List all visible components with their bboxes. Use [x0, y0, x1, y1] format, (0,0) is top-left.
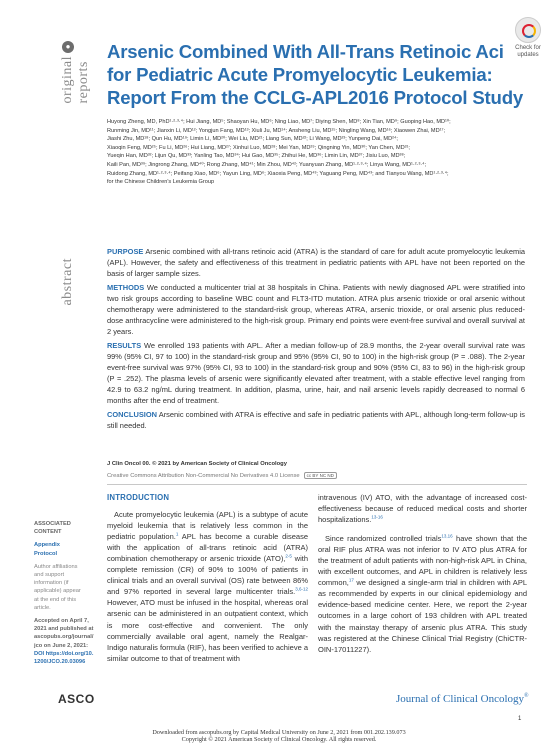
divider: [107, 484, 527, 485]
abstract-results: [107, 340, 525, 406]
intro-paragraph-3: [318, 533, 527, 655]
sidebar-accepted-line: Accepted on April 7,: [34, 618, 89, 625]
appendix-link[interactable]: Appendix: [34, 542, 60, 549]
citation-journal: J Clin Oncol 00. © 2021 by American Society of Clinical Oncology: [107, 461, 287, 467]
copyright-notice: Copyright © 2021 American Society of Clinical Oncology. All rights reserved.: [181, 736, 377, 744]
citation: [107, 461, 527, 479]
intro-text: we designed a single-arm trial in children with APL as recommended by experts in our clinical epidemiology and evidence-based medicine center. Here, we report the 2-year outcomes in a large cohort of 193 children with APL treated with the mainstay therapy of arsenic plus ATRA. This study was registered at the Chinese Clinical Trial Registry (ChiCTR-OIN-17011227).: [318, 578, 527, 654]
sidebar-affiliation-line: information (if: [34, 580, 69, 587]
intro-text: Acute promyelocytic leukemia (APL) is a subtype of acute myeloid leukemia that is relatively less common in the pediatric population.: [107, 510, 308, 542]
sidebar-affiliation-line: applicable) appear: [34, 588, 81, 595]
reference-link[interactable]: 1: [175, 531, 179, 537]
abstract-conclusion-heading: CONCLUSION: [107, 410, 157, 419]
protocol-link[interactable]: Protocol: [34, 550, 58, 557]
lock-icon: ●: [62, 41, 74, 53]
license-text[interactable]: Creative Commons Attribution Non-Commercial No Derivatives 4.0 License: [107, 473, 300, 479]
abstract: [107, 246, 525, 434]
author-line: Jiashi Zhu, MD¹⁸; Qun Hu, MD¹⁹; Limin Li, MD²⁰; Wei Liu, MD²¹; Liang Sun, MD²²; Li Wang, MD²³; Yunpeng Dai, MD²⁴;: [107, 136, 398, 143]
intro-text: However, ATO must be infused in the hospital, whereas oral arsenic can be administered in an outpatient context, which is more cost-effective and convenient. The only commercially available oral agent, namely the Realgar-Indigo naturalis formula (RIF), has been verified to achieve a similar outcome to that of treatment with: [107, 598, 308, 663]
sidebar-associated: ASSOCIATED: [34, 521, 71, 527]
crossmark-icon: [515, 17, 541, 43]
asco-logo: ASCO: [58, 692, 95, 706]
sidebar-content: CONTENT: [34, 529, 62, 536]
download-footer: [0, 729, 558, 743]
check-for-updates-button[interactable]: [511, 17, 545, 61]
page-number: 1: [518, 716, 522, 722]
abstract-purpose-text: Arsenic combined with all-trans retinoic acid (ATRA) is the standard of care for adult acute promyelocytic leukemia (APL). However, the safety and effectiveness of this treatment in pediatric patients with APL have not been reported on the basis of larger sample sizes.: [107, 247, 525, 278]
abstract-methods: [107, 282, 525, 337]
author-line: Runming Jin, MD¹¹; Jianxin Li, MD¹²; Yongjun Fang, MD¹³; Xiuli Ju, MD¹⁴; Ansheng Liu, MD¹⁵; Ningling Wang, MD¹⁶; Xiaowen Zhai, MD¹⁷;: [107, 127, 446, 134]
title-line-3: Report From the CCLG-APL2016 Protocol Study: [107, 87, 523, 108]
intro-text: with complete remission (CR) of 90% to 100% of patients in clinical trials and an overall survival (OS) rate between 86% and 97% reported in several large multicenter trials.: [107, 554, 308, 597]
introduction-heading: INTRODUCTION: [107, 493, 170, 502]
journal-name: Journal of Clinical Oncology: [396, 693, 525, 705]
sidebar-accepted-line: jco on June 2, 2021:: [34, 642, 89, 649]
sidebar-accepted-line: 2021 and published at: [34, 626, 94, 633]
sidebar-affiliation-line: at the end of this: [34, 596, 77, 603]
journal-logo: [396, 693, 529, 705]
intro-text: Since randomized controlled trials: [325, 534, 442, 544]
title-line-2: for Pediatric Acute Promyelocytic Leukemia:: [107, 64, 493, 85]
abstract-results-heading: RESULTS: [107, 341, 142, 350]
abstract-methods-heading: METHODS: [107, 283, 145, 292]
author-list: [107, 118, 527, 187]
intro-text: intravenous (IV) ATO, with the advantage of increased cost-effectiveness because of reduced medical costs and shorter hospitalizations.: [318, 493, 527, 525]
body-column-1: [107, 492, 308, 664]
intro-paragraph-2: [318, 492, 527, 525]
download-notice: Downloaded from ascopubs.org by Capital Medical University on June 2, 2021 from 001.202.139.073: [152, 729, 406, 736]
sidebar-affiliation-line: article.: [34, 604, 51, 611]
registered-mark: ®: [524, 693, 529, 699]
body-column-2: [318, 492, 527, 663]
abstract-conclusion: [107, 409, 525, 431]
sidebar-accepted-line[interactable]: ascopubs.org/journal/: [34, 634, 94, 641]
abstract-methods-text: We conducted a multicenter trial at 38 hospitals in China. Patients with newly diagnosed APL were stratified into two risk groups according to baseline WBC count and FLT3-ITD mutation. ATRA plus arsenic trioxide or oral arsenic without chemotherapy were administered to the standard-risk group, whereas ATRA, arsenic trioxide, or oral arsenic plus reduced-dose anthracycline were administered to the high-risk group. Primary end points were event-free survival and overall survival at 2 years.: [107, 283, 525, 336]
author-line: for the Chinese Children's Leukemia Group: [107, 179, 215, 186]
abstract-purpose-heading: PURPOSE: [107, 247, 144, 256]
author-line: Xiaoqin Feng, MD²⁵; Fu Li, MD²⁶; Hui Liang, MD²⁷; Xinhui Luo, MD²⁸; Mei Yan, MD²⁹; Qingning Yin, MD³⁰; Yan Chen, MD³¹;: [107, 144, 410, 151]
article-sidebar: [34, 520, 98, 666]
check-updates-line1: Check for: [515, 45, 541, 51]
abstract-purpose: [107, 246, 525, 279]
intro-paragraph-1: [107, 509, 308, 664]
title-line-1: Arsenic Combined With All-Trans Retinoic Aci: [107, 41, 504, 62]
license-line: [107, 472, 527, 479]
reference-link[interactable]: 17: [348, 577, 354, 583]
cc-license-icon: cc BY NC ND: [304, 472, 337, 479]
article-title: [107, 40, 523, 109]
abstract-conclusion-text: Arsenic combined with ATRA is effective and safe in pediatric patients with APL, although long-term follow-up is still needed.: [107, 410, 525, 430]
reference-link[interactable]: 2-5: [285, 553, 292, 559]
author-line: Ruidong Zhang, MD¹·²·³·⁴; Peifang Xiao, MD⁶; Yayun Ling, MD⁶; Xiaoxia Peng, MD⁴³; Yaguang Peng, MD⁴³; and Tianyou Wang, MD¹·²·³·⁴;: [107, 170, 449, 177]
intro-text: APL has become a curable disease with the application of all-trans retinoic acid (ATRA) combination chemotherapy or arsenic trioxide (ATO),: [107, 532, 308, 564]
doi-link[interactable]: DOI https://doi.org/10.: [34, 650, 94, 657]
author-line: Yueqin Han, MD³²; Lijun Qu, MD³³; Yanling Tao, MD³⁴; Hui Gao, MD³⁵; Zhihui He, MD³⁶; Limin Lin, MD³⁷; Jisiu Luo, MD³⁸;: [107, 153, 406, 160]
author-line: Kaili Pan, MD³⁹; Jingrong Zhang, MD⁴⁰; Rong Zhang, MD⁴¹; Min Zhou, MD⁴²; Yuanyuan Zhang, MD¹·²·³·⁴; Linya Wang, MD¹·²·³·⁴;: [107, 161, 427, 168]
doi-link[interactable]: 1200/JCO.20.03096: [34, 659, 86, 666]
section-label-abstract: abstract: [60, 258, 75, 306]
section-label-original-reports: original reports: [60, 56, 91, 104]
sidebar-affiliation-line: and support: [34, 572, 65, 579]
sidebar-affiliation-line: Author affiliations: [34, 563, 78, 570]
check-updates-line2: updates: [517, 52, 539, 58]
reference-link[interactable]: 3,6-12: [295, 586, 308, 592]
reference-link[interactable]: 13-16: [371, 514, 383, 520]
author-line: Huyong Zheng, MD, PhD¹·²·³·⁴; Hui Jiang, MD⁵; Shaoyan Hu, MD⁶; Ning Liao, MD⁷; Diying Shen, MD⁸; Xin Tian, MD⁹; Guoping Hao, MD¹⁰;: [107, 119, 451, 125]
abstract-results-text: We enrolled 193 patients with APL. After a median follow-up of 28.9 months, the 2-year overall survival rate was 99% (95% CI, 97 to 100) in the standard-risk group and 95% (95% CI, 90 to 100) in the high-risk group (P = .088). The 2-year event-free survival was 97% (95% CI, 93 to 100) in the standard-risk group and 90% (95% CI, 83 to 96) in the high-risk group (P = .252). The plasma levels of arsenic were significantly elevated after treatment, with a stable effective level ranging from 42.9 to 63.2 ng/mL during treatment. In addition, plasma, urine, hair, and nail arsenic levels rapidly decreased to normal 6 months after the end of treatment.: [107, 341, 525, 405]
intro-text: have shown that the oral RIF plus ATRA was not inferior to IV ATO plus ATRA for the treatment of adult patients with non-high-risk APL in China, with excellent outcomes, and APL in children is relatively less common,: [318, 534, 528, 588]
reference-link[interactable]: 13,16: [441, 533, 453, 539]
